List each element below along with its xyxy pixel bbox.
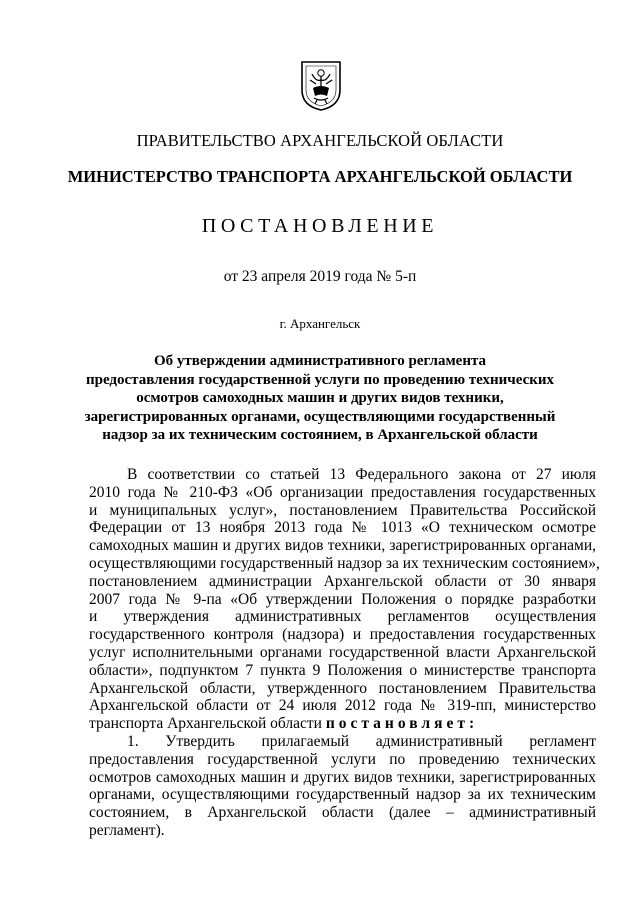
text-fragment: транспорта Архангельской области — [89, 715, 326, 733]
date-number: от 23 апреля 2019 года № 5-п — [223, 268, 417, 285]
text-line: регламент). — [89, 821, 165, 839]
text-line: постановлением администрации Архангельской области от 30 января — [89, 572, 596, 590]
coat-of-arms-icon — [300, 60, 342, 112]
document-body — [89, 466, 600, 840]
text-line: состоянием, в Архангельской области (далее – административный — [89, 804, 596, 822]
text-line: государственного контроля (надзора) и предоставления государственных — [89, 626, 596, 644]
document-type: ПОСТАНОВЛЕНИЕ — [201, 215, 439, 237]
title-line: предоставления государственной услуги по проведению технических — [85, 371, 555, 388]
text-line: осуществляющими государственный надзор за их техническим состоянием», — [89, 554, 600, 572]
text-line: осмотров самоходных машин и других видов техники, зарегистрированных — [89, 768, 596, 786]
government-name: ПРАВИТЕЛЬСТВО АРХАНГЕЛЬСКОЙ ОБЛАСТИ — [136, 131, 504, 150]
text-line: и утверждения административных регламентов осуществления — [89, 608, 596, 626]
document-title — [0, 352, 640, 445]
city: г. Архангельск — [279, 316, 361, 331]
text-line: услуг исполнительными органами государственной власти Архангельской — [89, 643, 596, 661]
ministry-name: МИНИСТЕРСТВО ТРАНСПОРТА АРХАНГЕЛЬСКОЙ ОБЛАСТИ — [67, 167, 573, 186]
text-line: Архангельской области от 24 июля 2012 года № 319-пп, министерство — [89, 697, 596, 715]
text-line: 2010 года № 210-ФЗ «Об организации предоставления государственных — [89, 483, 596, 501]
text-line: самоходных машин и других видов техники, зарегистрированных органами, — [89, 537, 596, 555]
title-line: осмотров самоходных машин и других видов техники, — [136, 390, 504, 406]
text-line: органами, осуществляющими государственный надзор за их техническим — [89, 786, 596, 804]
text-line — [89, 715, 596, 733]
title-line: зарегистрированных органами, осуществляющими государственный — [84, 408, 556, 425]
text-line: Архангельской области, утвержденного постановлением Правительства — [89, 679, 596, 697]
text-line: 2007 года № 9-па «Об утверждении Положения о порядке разработки — [89, 590, 596, 608]
text-line: В соответствии со статьей 13 Федерального закона от 27 июля — [127, 466, 596, 483]
text-line: Федерации от 13 ноября 2013 года № 1013 «О техническом осмотре — [89, 519, 596, 537]
text-line: области», подпунктом 7 пункта 9 Положения о министерстве транспорта — [89, 661, 596, 679]
text-line: и муниципальных услуг», постановлением Правительства Российской — [89, 501, 596, 519]
resolution-word: постановляет: — [325, 715, 479, 733]
title-line: Об утверждении административного регламента — [153, 353, 487, 369]
text-line: предоставления государственной услуги по проведению технических — [89, 750, 596, 768]
paragraph-2 — [89, 733, 596, 840]
title-line: надзор за их техническим состоянием, в Архангельской области — [102, 427, 538, 443]
paragraph-1 — [89, 466, 600, 733]
text-line: 1. Утвердить прилагаемый административный регламент — [127, 732, 596, 750]
